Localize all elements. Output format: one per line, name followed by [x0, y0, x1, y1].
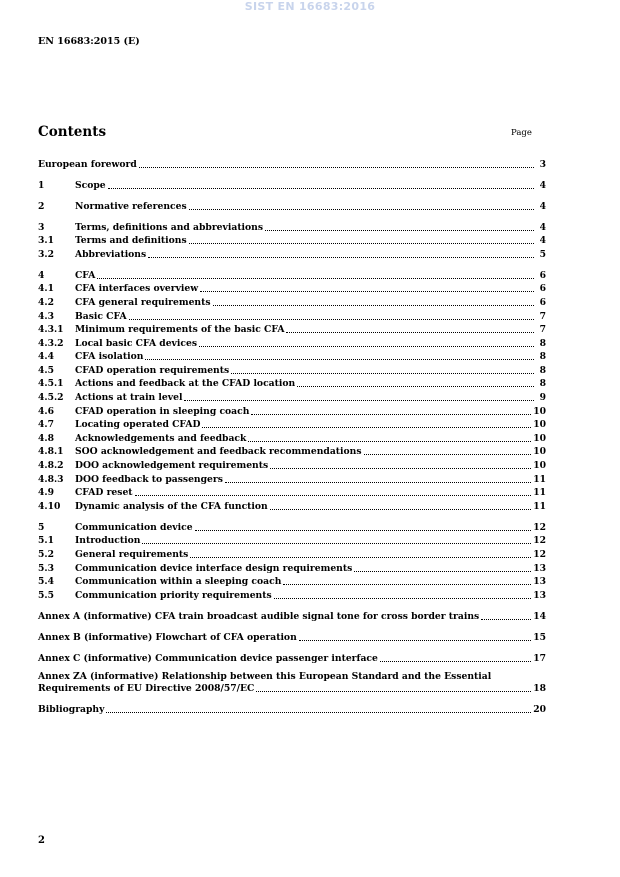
toc-number: 4: [38, 269, 45, 281]
toc-page: 11: [533, 487, 546, 499]
toc-page: 14: [533, 610, 546, 622]
dot-leader: [148, 257, 534, 258]
toc-entry[interactable]: [38, 546, 546, 560]
toc-number: 4.9: [38, 487, 54, 499]
toc-entry[interactable]: [38, 574, 546, 588]
toc-title: CFA isolation: [75, 351, 144, 363]
toc-page: 11: [533, 473, 546, 485]
toc-page: 9: [539, 392, 546, 404]
toc-title: Actions at train level: [75, 392, 183, 404]
toc-title: European foreword: [38, 158, 137, 170]
toc-title: Communication device interface design requirements: [75, 562, 353, 574]
dot-leader: [299, 640, 531, 641]
toc-title: Actions and feedback at the CFAD location: [75, 378, 296, 390]
toc-page: 10: [533, 432, 546, 444]
toc-title: Basic CFA: [75, 310, 127, 322]
toc-entry-annex-a[interactable]: [38, 608, 546, 622]
toc-title: Annex C (informative) Communication device passenger interface: [38, 652, 378, 664]
toc-number: 4.6: [38, 405, 54, 417]
toc-title: Minimum requirements of the basic CFA: [75, 324, 285, 336]
dot-leader: [270, 468, 531, 469]
toc-number: 4.3.1: [38, 324, 64, 336]
dot-leader: [202, 427, 531, 428]
contents-heading: Contents: [38, 124, 107, 140]
toc-page: 10: [533, 446, 546, 458]
toc-number: 5.2: [38, 548, 54, 560]
toc-entry[interactable]: [38, 417, 546, 431]
toc-title: CFAD operation in sleeping coach: [75, 405, 250, 417]
toc-title-line1: Annex ZA (informative) Relationship between this European Standard and the Essential: [38, 671, 492, 683]
toc-entry[interactable]: [38, 560, 546, 574]
toc-number: 4.7: [38, 419, 54, 431]
toc-title: Locating operated CFAD: [75, 419, 201, 431]
toc-page: 4: [539, 200, 546, 212]
toc-number: 4.5: [38, 364, 54, 376]
toc-entry[interactable]: [38, 335, 546, 349]
dot-leader: [139, 167, 534, 168]
toc-title: CFA general requirements: [75, 296, 211, 308]
toc-title: Terms and definitions: [75, 235, 187, 247]
toc-number: 3: [38, 221, 45, 233]
toc-title: Communication device: [75, 521, 193, 533]
dot-leader: [97, 278, 534, 279]
toc-page: 20: [533, 704, 546, 716]
toc-entry[interactable]: [38, 308, 546, 322]
toc-entry[interactable]: [38, 177, 546, 191]
toc-number: 4.2: [38, 296, 54, 308]
dot-leader: [190, 557, 531, 558]
toc-title: SOO acknowledgement and feedback recommendations: [75, 446, 362, 458]
dot-leader: [248, 441, 531, 442]
toc-title: Annex A (informative) CFA train broadcast audible signal tone for cross border trains: [38, 610, 480, 622]
toc-number: 5.1: [38, 535, 54, 547]
toc-entry[interactable]: [38, 471, 546, 485]
toc-number: 5.5: [38, 589, 54, 601]
dot-leader: [364, 454, 532, 455]
dot-leader: [481, 619, 531, 620]
toc-title: Communication within a sleeping coach: [75, 576, 282, 588]
toc-title: Dynamic analysis of the CFA function: [75, 500, 268, 512]
dot-leader: [274, 598, 532, 599]
toc-title: Abbreviations: [75, 248, 147, 260]
toc-page: 12: [533, 535, 546, 547]
toc-title: Bibliography: [38, 704, 105, 716]
toc-entry[interactable]: [38, 267, 546, 281]
toc-entry[interactable]: [38, 587, 546, 601]
dot-leader: [189, 243, 534, 244]
toc-entry-annex-za[interactable]: [38, 671, 546, 694]
toc-page: 10: [533, 419, 546, 431]
toc-page: 7: [539, 324, 546, 336]
dot-leader: [184, 400, 534, 401]
toc-number: 4.5.1: [38, 378, 64, 390]
dot-leader: [270, 509, 531, 510]
toc-page: 13: [533, 562, 546, 574]
toc-page: 10: [533, 405, 546, 417]
toc-number: 4.8.3: [38, 473, 64, 485]
page-column-label: Page: [511, 128, 532, 138]
toc-page: 6: [539, 283, 546, 295]
dot-leader: [213, 305, 534, 306]
dot-leader: [231, 373, 534, 374]
toc-number: 1: [38, 179, 45, 191]
document-id: EN 16683:2015 (E): [38, 36, 140, 47]
toc-entry[interactable]: [38, 233, 546, 247]
toc-title: Normative references: [75, 200, 187, 212]
toc-title: CFA: [75, 269, 96, 281]
toc-page: 4: [539, 179, 546, 191]
toc-page: 11: [533, 500, 546, 512]
toc-title: CFAD reset: [75, 487, 133, 499]
toc-page: 15: [533, 631, 546, 643]
dot-leader: [199, 346, 534, 347]
toc-page: 4: [539, 235, 546, 247]
dot-leader: [225, 482, 531, 483]
toc-title-line2: Requirements of EU Directive 2008/57/EC: [38, 683, 255, 695]
page-number: 2: [38, 835, 45, 846]
toc-title: Local basic CFA devices: [75, 337, 197, 349]
toc-number: 4.8.1: [38, 446, 64, 458]
toc-number: 5.3: [38, 562, 54, 574]
toc-entry-annex-c[interactable]: [38, 650, 546, 664]
toc-entry[interactable]: [38, 533, 546, 547]
watermark: SIST EN 16683:2016: [244, 0, 376, 13]
toc-page: 13: [533, 576, 546, 588]
toc-entry[interactable]: [38, 403, 546, 417]
table-of-contents: [38, 156, 546, 715]
dot-leader: [286, 332, 534, 333]
toc-entry[interactable]: [38, 519, 546, 533]
toc-page: 8: [539, 378, 546, 390]
toc-page: 8: [539, 351, 546, 363]
toc-title: General requirements: [75, 548, 189, 560]
toc-entry[interactable]: [38, 362, 546, 376]
toc-number: 5: [38, 521, 45, 533]
toc-page: 5: [539, 248, 546, 260]
toc-entry[interactable]: [38, 294, 546, 308]
toc-page: 10: [533, 460, 546, 472]
toc-number: 4.3.2: [38, 337, 64, 349]
toc-entry[interactable]: [38, 349, 546, 363]
toc-entry[interactable]: [38, 444, 546, 458]
toc-title: Scope: [75, 179, 106, 191]
toc-title: DOO acknowledgement requirements: [75, 460, 269, 472]
toc-page: 7: [539, 310, 546, 322]
toc-page: 8: [539, 337, 546, 349]
dot-leader: [108, 188, 534, 189]
dot-leader: [106, 712, 531, 713]
toc-page: 8: [539, 364, 546, 376]
toc-title: CFA interfaces overview: [75, 283, 199, 295]
dot-leader: [251, 414, 531, 415]
toc-entry[interactable]: [38, 498, 546, 512]
toc-entry[interactable]: [38, 198, 546, 212]
toc-title: Annex B (informative) Flowchart of CFA operation: [38, 631, 297, 643]
toc-number: 3.2: [38, 248, 54, 260]
toc-page: 3: [539, 158, 546, 170]
toc-page: 12: [533, 521, 546, 533]
toc-number: 5.4: [38, 576, 54, 588]
dot-leader: [265, 230, 534, 231]
toc-number: 4.8: [38, 432, 54, 444]
toc-title: Acknowledgements and feedback: [75, 432, 247, 444]
dot-leader: [283, 584, 531, 585]
toc-title: DOO feedback to passengers: [75, 473, 223, 485]
dot-leader: [354, 571, 531, 572]
dot-leader: [195, 530, 532, 531]
toc-entry[interactable]: [38, 457, 546, 471]
dot-leader: [189, 209, 534, 210]
dot-leader: [297, 386, 534, 387]
toc-page: 6: [539, 269, 546, 281]
toc-page: 17: [533, 652, 546, 664]
dot-leader: [129, 319, 534, 320]
dot-leader: [256, 691, 531, 692]
dot-leader: [380, 661, 531, 662]
toc-page: 18: [533, 683, 546, 695]
dot-leader: [145, 359, 534, 360]
toc-title: Introduction: [75, 535, 141, 547]
toc-number: 4.4: [38, 351, 54, 363]
toc-entry-annex-b[interactable]: [38, 629, 546, 643]
toc-entry[interactable]: [38, 322, 546, 336]
dot-leader: [135, 495, 532, 496]
toc-entry[interactable]: [38, 485, 546, 499]
toc-entry[interactable]: [38, 430, 546, 444]
toc-entry[interactable]: [38, 389, 546, 403]
toc-title: Terms, definitions and abbreviations: [75, 221, 264, 233]
toc-page: 4: [539, 221, 546, 233]
dot-leader: [142, 543, 531, 544]
toc-number: 4.1: [38, 283, 54, 295]
toc-entry[interactable]: [38, 219, 546, 233]
toc-title: CFAD operation requirements: [75, 364, 230, 376]
toc-entry[interactable]: [38, 246, 546, 260]
toc-number: 4.3: [38, 310, 54, 322]
toc-title: Communication priority requirements: [75, 589, 272, 601]
toc-number: 3.1: [38, 235, 54, 247]
toc-page: 12: [533, 548, 546, 560]
toc-number: 2: [38, 200, 45, 212]
toc-number: 4.5.2: [38, 392, 64, 404]
toc-number: 4.8.2: [38, 460, 64, 472]
toc-page: 13: [533, 589, 546, 601]
toc-page: 6: [539, 296, 546, 308]
toc-entry[interactable]: [38, 376, 546, 390]
dot-leader: [200, 291, 534, 292]
toc-entry[interactable]: [38, 156, 546, 170]
toc-number: 4.10: [38, 500, 61, 512]
toc-entry[interactable]: [38, 281, 546, 295]
toc-entry-bibliography[interactable]: [38, 702, 546, 716]
